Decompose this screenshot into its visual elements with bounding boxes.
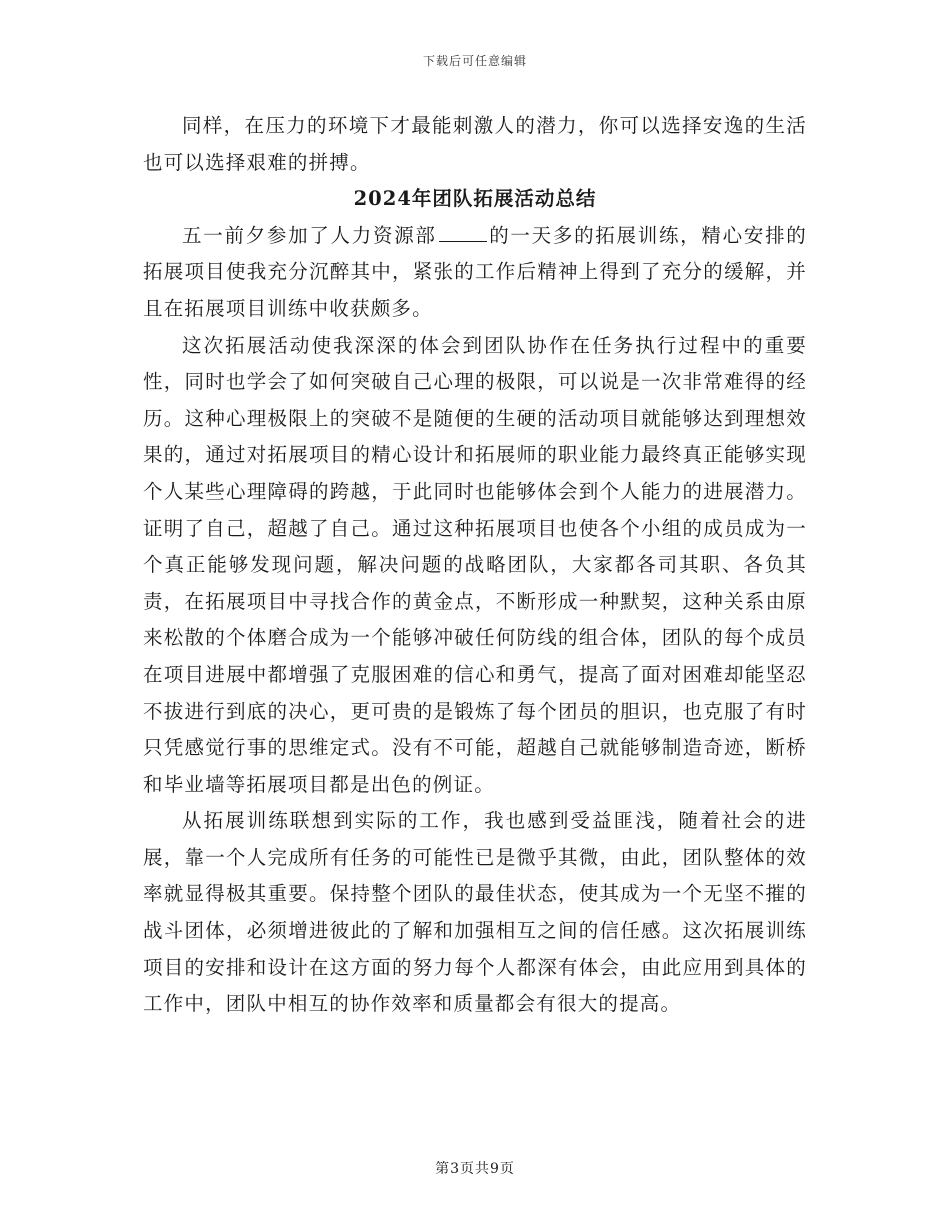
document-title: 2024年团队拓展活动总结 — [353, 187, 597, 211]
page-number: 第3页共9页 — [435, 1161, 515, 1177]
page-header: 下载后可任意编辑 — [422, 54, 527, 68]
paragraph-3: 从拓展训练联想到实际的工作，我也感到受益匪浅，随着社会的进展，靠一个人完成所有任务的可能性已是微乎其微，由此，团队整体的效率就显得极其重要。保持整个团队的最佳状态，使其成为一个无坚不摧的战斗团体，必须增进彼此的了解和加强相互之间的信任感。这次拓展训练项目的安排和设计在这方面的努力每个人都深有体会，由此应用到具体的工作中，团队中相互的协作效率和质量都会有很大的提高。 — [143, 809, 807, 1016]
paragraph-1-end: 的一天多的拓展训练，精心安排的拓展项目使我充分沉醉其中，紧张的工作后精神上得到了充分的缓解，并且在拓展项目训练中收获颇多。 — [143, 223, 807, 320]
paragraph-1 — [143, 218, 807, 328]
intro-paragraph: 同样，在压力的环境下才最能刺激人的潜力，你可以选择安逸的生活也可以选择艰难的拼搏。 — [143, 114, 807, 174]
fill-in-blank — [439, 240, 487, 242]
document-body — [143, 108, 807, 1023]
paragraph-1-start: 五一前夕参加了人力资源部 — [182, 223, 437, 247]
paragraph-2: 这次拓展活动使我深深的体会到团队协作在任务执行过程中的重要性，同时也学会了如何突破自己心理的极限，可以说是一次非常难得的经历。这种心理极限上的突破不是随便的生硬的活动项目就能够达到理想效果的，通过对拓展项目的精心设计和拓展师的职业能力最终真正能够实现个人某些心理障碍的跨越，于此同时也能够体会到个人能力的进展潜力。证明了自己，超越了自己。通过这种拓展项目也使各个小组的成员成为一个真正能够发现问题，解决问题的战略团队，大家都各司其职、各负其责，在拓展项目中寻找合作的黄金点，不断形成一种默契，这种关系由原来松散的个体磨合成为一个能够冲破任何防线的组合体，团队的每个成员在项目进展中都增强了克服困难的信心和勇气，提高了面对困难却能坚忍不拔进行到底的决心，更可贵的是锻炼了每个团员的胆识，也克服了有时只凭感觉行事的思维定式。没有不可能，超越自己就能够制造奇迹，断桥和毕业墙等拓展项目都是出色的例证。 — [143, 333, 807, 796]
